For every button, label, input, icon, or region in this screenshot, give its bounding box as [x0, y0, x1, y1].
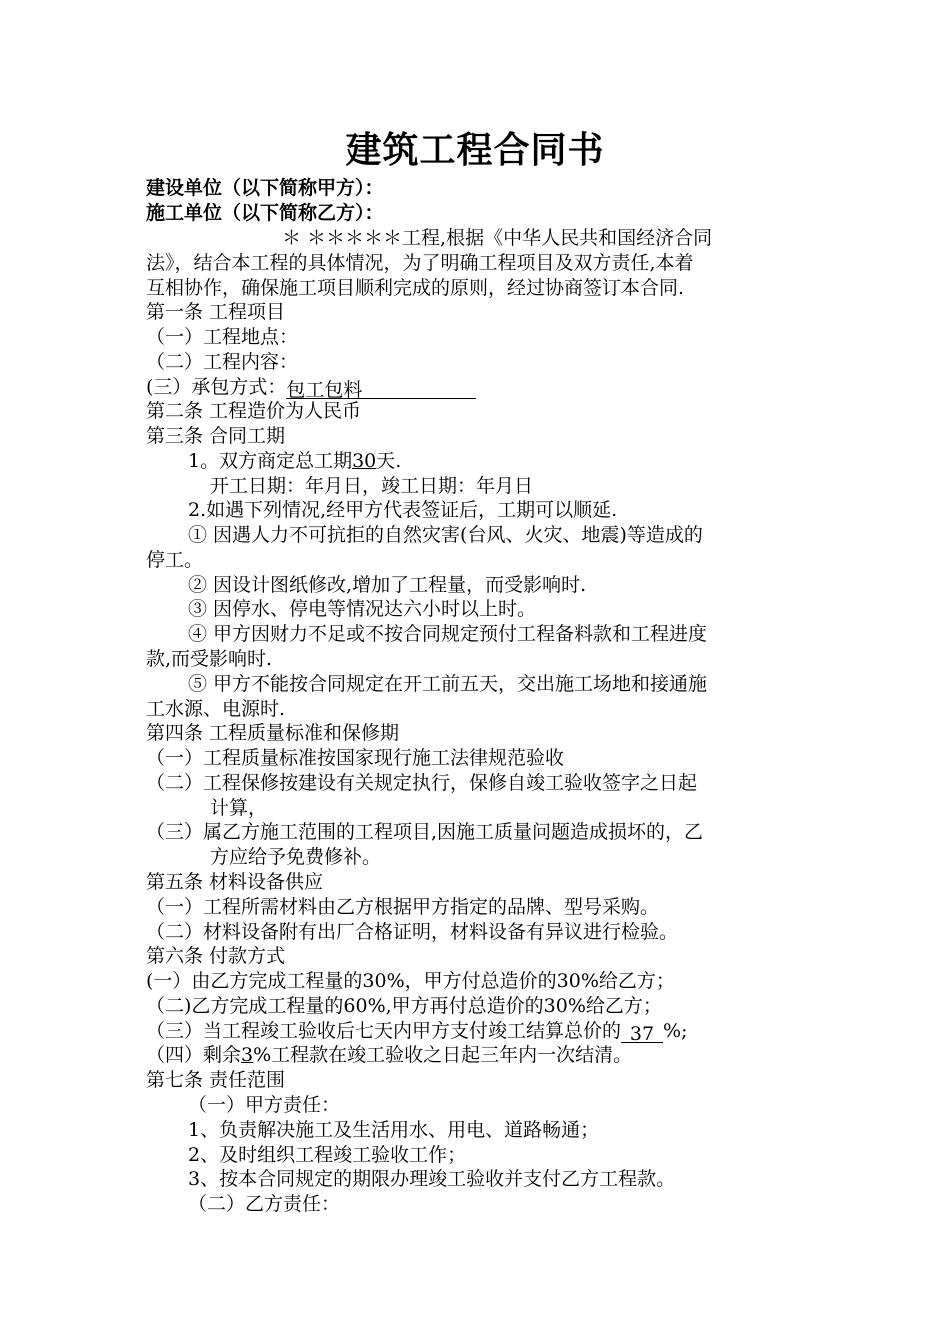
art6-item-2: （二)乙方完成工程量的60%,甲方再付总造价的30%给乙方； [146, 995, 662, 1017]
art6-item-4 [146, 1043, 632, 1068]
art3-para-2: 2.如遇下列情况,经甲方代表签证后，工期可以顺延. [188, 499, 618, 521]
art6-item-3 [146, 1019, 687, 1044]
article-4-heading: 第四条 工程质量标准和保修期 [146, 722, 400, 744]
art7-a-item-3: 3、按本合同规定的期限办理竣工验收并支付乙方工程款。 [188, 1168, 676, 1190]
art3-clause-4a: ④ 甲方因财力不足或不按合同规定预付工程备料款和工程进度 [188, 623, 708, 645]
contract-type-label: (三）承包方式： [146, 376, 287, 398]
final-payment-field [621, 1022, 663, 1043]
art7-party-b-heading: （二）乙方责任： [188, 1193, 341, 1215]
art7-party-a-heading: （一）甲方责任： [188, 1094, 341, 1116]
art3-clause-5a: ⑤ 甲方不能按合同规定在开工前五天，交出施工场地和接通施 [188, 673, 708, 695]
article-5-heading: 第五条 材料设备供应 [146, 871, 324, 893]
article-1-heading: 第一条 工程项目 [146, 301, 286, 323]
art4-item-2a: （二）工程保修按建设有关规定执行，保修自竣工验收签字之日起 [146, 772, 698, 794]
intro-line-1: ＊ ＊＊＊＊＊工程,根据《中华人民共和国经济合同 [282, 227, 713, 249]
duration-unit: 天. [376, 450, 402, 472]
final-payment-unit: %; [663, 1020, 688, 1042]
document-title: 建筑工程合同书 [345, 129, 605, 171]
contract-type-field [286, 378, 476, 399]
art3-para-1 [188, 449, 401, 474]
party-a-line: 建设单位（以下简称甲方）： [146, 177, 384, 199]
retention-text-pre: （四）剩余 [146, 1044, 242, 1066]
art3-clause-4b: 款,而受影响时. [146, 648, 273, 670]
article-6-heading: 第六条 付款方式 [146, 945, 286, 967]
duration-days: 30 [352, 450, 377, 472]
article-2-heading: 第二条 工程造价为人民币 [146, 400, 362, 422]
art4-item-2b: 计算， [210, 797, 268, 819]
retention-text-post: %工程款在竣工验收之日起三年内一次结清。 [253, 1044, 633, 1066]
art4-item-3b: 方应给予免费修补。 [210, 846, 382, 868]
art3-clause-2: ② 因设计图纸修改,增加了工程量，而受影响时. [188, 574, 587, 596]
duration-label: 1。双方商定总工期 [188, 450, 353, 472]
article-3-heading: 第三条 合同工期 [146, 425, 286, 447]
art6-item-1: (一）由乙方完成工程量的30%，甲方付总造价的30%给乙方； [146, 970, 675, 992]
art1-item-1: （一）工程地点： [146, 326, 299, 348]
article-7-heading: 第七条 责任范围 [146, 1069, 286, 1091]
art3-clause-3: ③ 因停水、停电等情况达六小时以上时。 [188, 598, 537, 620]
art3-clause-1b: 停工。 [146, 549, 204, 571]
art5-item-1: （一）工程所需材料由乙方根据甲方指定的品牌、型号采购。 [146, 896, 660, 918]
final-payment-percent: 37 [629, 1023, 655, 1045]
art7-a-item-1: 1、负责解决施工及生活用水、用电、道路畅通； [188, 1119, 600, 1141]
party-b-line: 施工单位（以下简称乙方）： [146, 202, 384, 224]
art5-item-2: （二）材料设备附有出厂合格证明，材料设备有异议进行检验。 [146, 921, 679, 943]
contract-type-value: 包工包料 [286, 379, 363, 401]
final-payment-text: （三）当工程竣工验收后七天内甲方支付竣工结算总价的 [146, 1020, 622, 1042]
art1-item-2: （二）工程内容： [146, 351, 299, 373]
art3-clause-1a: ① 因遇人力不可抗拒的自然灾害(台风、火灾、地震)等造成的 [188, 524, 703, 546]
intro-line-3: 互相协作，确保施工项目顺利完成的原则，经过协商签订本合同. [146, 277, 685, 299]
art4-item-3a: （三）属乙方施工范围的工程项目,因施工质量问题造成损坏的，乙 [146, 821, 704, 843]
retention-percent: 3 [241, 1044, 254, 1066]
art3-clause-5b: 工水源、电源时. [146, 698, 286, 720]
art4-item-1: （一）工程质量标准按国家现行施工法律规范验收 [146, 747, 565, 769]
art3-dates: 开工日期：年月日，竣工日期：年月日 [210, 475, 534, 497]
art1-item-3 [146, 375, 476, 400]
art7-a-item-2: 2、及时组织工程竣工验收工作； [188, 1144, 467, 1166]
intro-line-2: 法》，结合本工程的具体情况，为了明确工程项目及双方责任,本着 [146, 252, 694, 274]
